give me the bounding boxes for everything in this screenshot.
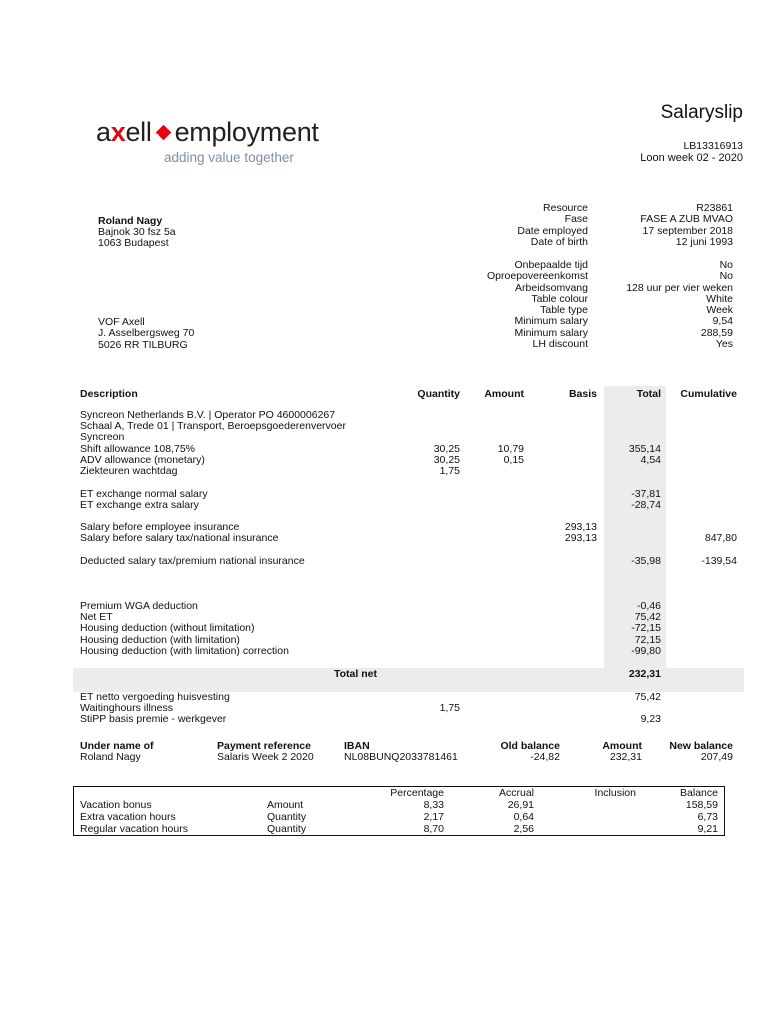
info-label: Minimum salary bbox=[514, 326, 588, 339]
employee-name: Roland Nagy bbox=[98, 215, 163, 227]
line-description: Ziekteuren wachtdag bbox=[80, 465, 178, 477]
line-quantity: 30,25 bbox=[433, 453, 460, 466]
line-total: 75,42 bbox=[634, 611, 661, 624]
info-values bbox=[593, 203, 733, 248]
col-header-cumulative: Cumulative bbox=[680, 388, 737, 400]
payment-reference: Salaris Week 2 2020 bbox=[217, 751, 314, 763]
line-total: 4,54 bbox=[640, 453, 661, 466]
logo-text: a bbox=[96, 117, 111, 147]
line-cumulative: 847,80 bbox=[704, 532, 737, 545]
employer-address-line: 5026 RR TILBURG bbox=[98, 339, 188, 351]
line-amount: 10,79 bbox=[497, 442, 524, 455]
line-total: 72,15 bbox=[634, 633, 661, 646]
line-quantity: 1,75 bbox=[439, 702, 460, 715]
line-description: Housing deduction (with limitation) correction bbox=[80, 644, 289, 657]
vacation-name: Regular vacation hours bbox=[80, 823, 188, 835]
line-basis: 293,13 bbox=[564, 521, 597, 533]
line-description: Premium WGA deduction bbox=[80, 600, 198, 612]
vacation-accrual: 26,91 bbox=[507, 799, 534, 811]
line-quantity: 1,75 bbox=[439, 465, 460, 477]
info-value: No bbox=[719, 259, 733, 271]
table-row bbox=[74, 823, 725, 836]
payment-header-old-balance: Old balance bbox=[500, 740, 560, 752]
info-label: Minimum salary bbox=[514, 315, 588, 328]
line-description: Housing deduction (without limitation) bbox=[80, 622, 255, 635]
period: Loon week 02 - 2020 bbox=[640, 152, 743, 164]
info-label: Fase bbox=[564, 213, 588, 226]
vacation-inclusion bbox=[540, 823, 642, 836]
line-total: -0,46 bbox=[637, 600, 661, 612]
info-value: 17 september 2018 bbox=[642, 224, 733, 237]
info-label: Onbepaalde tijd bbox=[514, 259, 588, 271]
company-logo bbox=[96, 117, 319, 147]
logo-diamond-icon bbox=[155, 125, 171, 141]
payment-header-amount: Amount bbox=[602, 740, 642, 752]
logo-text-2: ell bbox=[125, 117, 152, 147]
payment-old-balance: -24,82 bbox=[530, 751, 560, 763]
info-label: LH discount bbox=[532, 338, 588, 351]
info-label: Table type bbox=[540, 304, 588, 317]
page-title: Salaryslip bbox=[660, 102, 743, 123]
line-total: -72,15 bbox=[631, 622, 661, 635]
payment-header-new-balance: New balance bbox=[669, 740, 733, 752]
line-description: Deducted salary tax/premium national insurance bbox=[80, 555, 305, 567]
contract-values bbox=[593, 260, 733, 350]
vacation-unit: Quantity bbox=[267, 823, 307, 835]
slip-id: LB13316913 bbox=[683, 140, 743, 152]
col-header-amount: Amount bbox=[484, 388, 524, 400]
line-amount: 0,15 bbox=[503, 453, 524, 466]
vacation-unit: Amount bbox=[267, 799, 304, 811]
info-value: FASE A ZUB MVAO bbox=[640, 213, 733, 226]
vacation-percentage: 8,33 bbox=[423, 799, 444, 811]
payment-header-iban: IBAN bbox=[344, 740, 370, 752]
info-label: Oproepovereenkomst bbox=[487, 270, 588, 283]
col-header-description: Description bbox=[80, 388, 138, 400]
info-value: White bbox=[706, 292, 733, 305]
vacation-header-percentage: Percentage bbox=[390, 787, 444, 799]
vacation-name: Vacation bonus bbox=[80, 799, 152, 811]
line-total: -35,98 bbox=[631, 555, 661, 567]
info-label: Date of birth bbox=[530, 235, 588, 248]
employer-name: VOF Axell bbox=[98, 316, 145, 328]
line-description: Net ET bbox=[80, 611, 113, 624]
logo-x: x bbox=[110, 117, 126, 147]
total-net-label: Total net bbox=[334, 668, 377, 680]
line-description: ET exchange extra salary bbox=[80, 499, 199, 512]
vacation-balance: 158,59 bbox=[685, 799, 718, 811]
vacation-header-row bbox=[74, 787, 725, 800]
vacation-name: Extra vacation hours bbox=[80, 811, 176, 823]
line-description: Shift allowance 108,75% bbox=[80, 442, 195, 455]
vacation-table bbox=[73, 786, 725, 836]
line-total: 355,14 bbox=[628, 442, 661, 455]
payment-new-balance: 207,49 bbox=[700, 751, 733, 763]
info-value: Week bbox=[706, 304, 733, 317]
payment-header-name: Under name of bbox=[80, 740, 154, 752]
info-value: R23861 bbox=[696, 202, 733, 214]
table-row bbox=[74, 811, 725, 823]
line-total: -28,74 bbox=[631, 499, 661, 512]
vacation-inclusion bbox=[540, 799, 642, 811]
line-description: ET exchange normal salary bbox=[80, 488, 208, 500]
line-total: -37,81 bbox=[631, 488, 661, 500]
logo-word: employment bbox=[174, 117, 319, 147]
vacation-header-accrual: Accrual bbox=[498, 787, 534, 799]
vacation-header-inclusion: Inclusion bbox=[594, 787, 636, 799]
line-cumulative: -139,54 bbox=[701, 555, 737, 567]
col-header-basis: Basis bbox=[568, 388, 597, 400]
col-header-total: Total bbox=[636, 388, 661, 400]
line-description: ET netto vergoeding huisvesting bbox=[80, 691, 230, 703]
employee-address-line: Bajnok 30 fsz 5a bbox=[98, 226, 176, 238]
vacation-unit: Quantity bbox=[267, 811, 307, 823]
info-labels bbox=[440, 203, 588, 248]
col-header-quantity: Quantity bbox=[417, 388, 460, 400]
line-description: Syncreon Netherlands B.V. | Operator PO 4600006267 bbox=[80, 409, 336, 421]
vacation-inclusion bbox=[540, 811, 642, 823]
total-net-value: 232,31 bbox=[628, 668, 661, 680]
line-description: StiPP basis premie - werkgever bbox=[80, 713, 227, 726]
info-value: 128 uur per vier weken bbox=[626, 281, 733, 294]
vacation-header-balance: Balance bbox=[680, 787, 718, 799]
info-value: 12 juni 1993 bbox=[675, 235, 733, 248]
info-label: Date employed bbox=[517, 224, 588, 237]
payment-name: Roland Nagy bbox=[80, 751, 141, 763]
line-description: ADV allowance (monetary) bbox=[80, 453, 205, 466]
info-value: 288,59 bbox=[700, 326, 733, 339]
vacation-percentage: 2,17 bbox=[423, 811, 444, 823]
vacation-balance: 6,73 bbox=[697, 811, 718, 823]
line-description: Waitinghours illness bbox=[80, 702, 173, 715]
line-description: Syncreon bbox=[80, 431, 125, 444]
line-total: -99,80 bbox=[631, 644, 661, 657]
info-value: 9,54 bbox=[712, 315, 733, 328]
info-label: Arbeidsomvang bbox=[515, 281, 588, 294]
line-description: Housing deduction (with limitation) bbox=[80, 633, 240, 646]
info-value: Yes bbox=[715, 338, 733, 351]
vacation-accrual: 0,64 bbox=[513, 811, 534, 823]
line-description: Schaal A, Trede 01 | Transport, Beroepsgoederenvervoer bbox=[80, 420, 346, 433]
payment-header-reference: Payment reference bbox=[217, 740, 311, 752]
employee-address-line: 1063 Budapest bbox=[98, 237, 169, 249]
table-row bbox=[74, 799, 725, 811]
payment-amount: 232,31 bbox=[609, 751, 642, 763]
vacation-balance: 9,21 bbox=[697, 823, 718, 835]
employer-address-line: J. Asselbergsweg 70 bbox=[98, 327, 195, 339]
line-total: 75,42 bbox=[634, 691, 661, 703]
line-description: Salary before employee insurance bbox=[80, 521, 240, 533]
line-basis: 293,13 bbox=[564, 532, 597, 545]
info-label: Table colour bbox=[531, 292, 588, 305]
logo-tagline: adding value together bbox=[164, 150, 294, 165]
contract-labels bbox=[440, 260, 588, 350]
line-total: 9,23 bbox=[640, 713, 661, 726]
info-value: No bbox=[719, 270, 733, 283]
vacation-percentage: 8,70 bbox=[423, 823, 444, 835]
info-label: Resource bbox=[543, 202, 588, 214]
line-quantity: 30,25 bbox=[433, 442, 460, 455]
vacation-accrual: 2,56 bbox=[513, 823, 534, 835]
payment-iban: NL08BUNQ2033781461 bbox=[344, 751, 458, 763]
line-description: Salary before salary tax/national insurance bbox=[80, 532, 279, 545]
